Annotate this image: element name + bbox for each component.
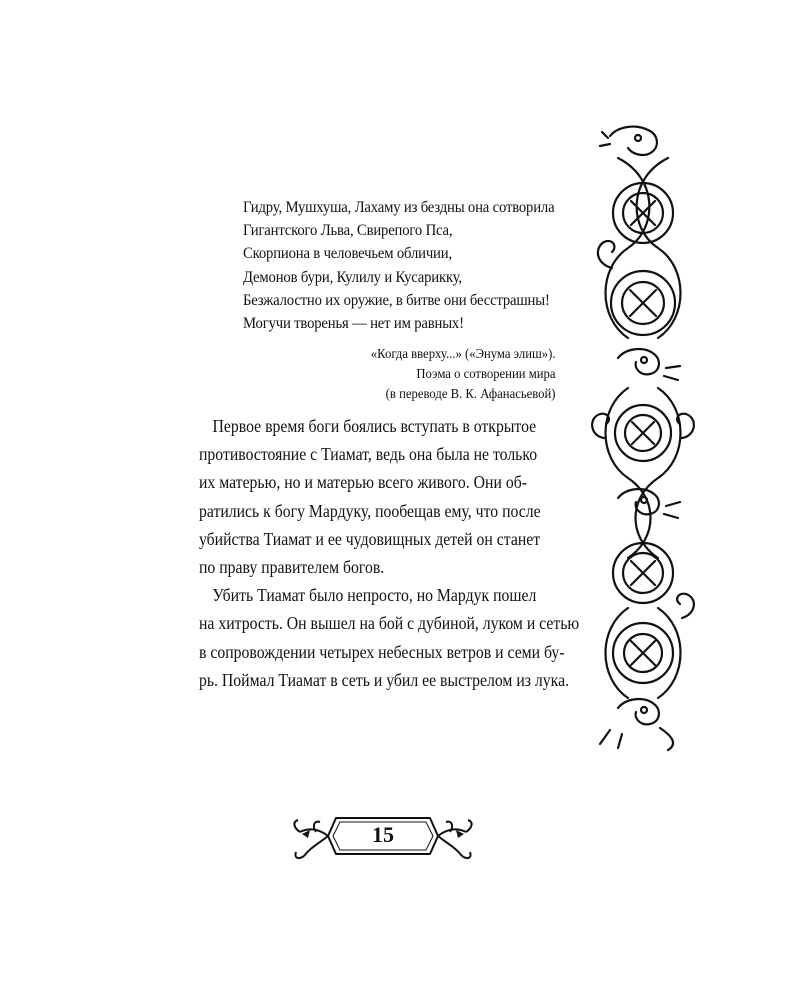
text-line: на хитрость. Он вышел на бой с дубиной, луком и сетью — [199, 613, 580, 634]
attribution-line: «Когда вверху...» («Энума элиш»). — [371, 346, 556, 361]
epigraph-verse — [243, 196, 573, 335]
text-line: рь. Поймал Тиамат в сеть и убил ее выстрелом из лука. — [199, 669, 570, 690]
text-line: Убить Тиамат было непросто, но Мардук пошел — [212, 585, 537, 606]
text-line: в сопровождении четырех небесных ветров и семи бу- — [199, 641, 565, 662]
verse-line: Гигантского Льва, Свирепого Пса, — [243, 222, 453, 240]
body-text — [199, 412, 580, 694]
text-line: ратились к богу Мардуку, пообещав ему, что после — [199, 500, 541, 521]
page-number-cartouche — [288, 806, 478, 866]
text-line: противостояние с Тиамат, ведь она была не только — [199, 444, 538, 465]
text-line: их матерью, но и матерью всего живого. Они об- — [199, 472, 527, 493]
epigraph-attribution — [359, 344, 556, 404]
paragraph-2 — [199, 581, 580, 694]
verse-line: Гидру, Мушхуша, Лахаму из бездны она сотворила — [243, 199, 555, 216]
page-number: 15 — [372, 822, 394, 847]
celtic-knotwork-border-icon — [588, 118, 698, 758]
verse-line: Скорпиона в человечьем обличии, — [243, 245, 452, 263]
text-line: убийства Тиамат и ее чудовищных детей он станет — [199, 528, 541, 549]
text-line: Первое время боги боялись вступать в открытое — [212, 416, 537, 436]
verse-line: Могучи творенья — нет им равных! — [243, 315, 464, 333]
verse-line: Безжалостно их оружие, в битве они бесстрашны! — [243, 291, 550, 309]
paragraph-1 — [199, 412, 557, 581]
text-line: по праву правителем богов. — [199, 557, 385, 578]
attribution-line: (в переводе В. К. Афанасьевой) — [386, 386, 556, 401]
attribution-line: Поэма о сотворении мира — [416, 366, 556, 381]
verse-line: Демонов бури, Кулилу и Кусарикку, — [243, 268, 462, 286]
